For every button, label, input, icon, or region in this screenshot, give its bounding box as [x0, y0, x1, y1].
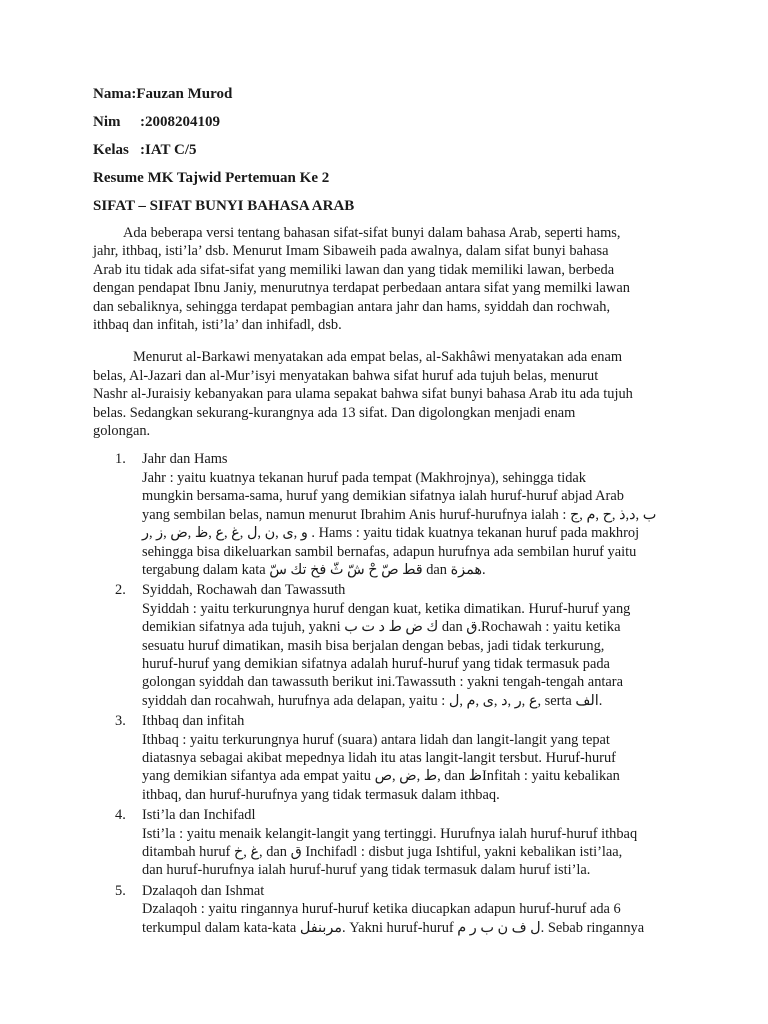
list-number: 2. — [115, 582, 126, 599]
document-page — [93, 84, 673, 939]
list-item-line: Dzalaqoh : yaitu ringannya huruf-huruf ketika diucapkan adapun huruf-huruf ada 6 — [142, 901, 621, 918]
paragraph-opinions — [93, 348, 673, 440]
list-item — [93, 712, 673, 804]
list-item — [93, 882, 673, 937]
list-number: 1. — [115, 451, 126, 468]
list-number: 4. — [115, 807, 126, 824]
list-item-line: golongan syiddah dan tawassuth berikut ini.Tawassuth : yakni tengah-tengah antara — [142, 674, 623, 691]
class-line — [93, 140, 673, 160]
list-item-line: ditambah huruf غ ,خ, dan ق Inchifadl : disbut juga Ishtiful, yakni kebalikan isti’laa, — [142, 844, 623, 860]
list-item — [93, 806, 673, 880]
list-item-line: و ,ى ,ن ,ل ,غ ,ع ,ظ ,ض ,ز ,ر . Hams : yaitu tidak kuatnya tekanan huruf pada makhroj — [142, 525, 640, 542]
resume-title: Resume MK Tajwid Pertemuan Ke 2 — [93, 170, 330, 186]
paragraph-line: dengan pendapat Ibnu Janiy, menurutnya terdapat perbedaan antara sifat yang memilki lawan — [93, 280, 630, 297]
class-value: IAT C/5 — [145, 142, 197, 158]
paragraph-line: Nashr al-Juraisiy kebanyakan para ulama sepakat bahwa sifat bunyi bahasa Arab itu ada tujuh — [93, 386, 633, 403]
list-item-line: Ithbaq : yaitu terkurungnya huruf (suara) antara lidah dan langit-langit yang tepat — [142, 731, 610, 748]
paragraph-line: dan sebaliknya, sehingga terdapat pembagian antara jahr dan hams, syiddah dan rochwah, — [93, 298, 611, 315]
list-number: 3. — [115, 713, 126, 730]
list-item — [93, 450, 673, 579]
list-item-title: Ithbaq dan infitah — [142, 713, 245, 730]
list-item-line: ithbaq, dan huruf-hurufnya yang tidak termasuk dalam ithbaq. — [142, 786, 500, 803]
nim-separator: : — [140, 114, 145, 130]
list-item-title: Syiddah, Rochawah dan Tawassuth — [142, 582, 346, 599]
list-item-title: Isti’la dan Inchifadl — [142, 807, 256, 824]
list-item — [93, 581, 673, 710]
list-item-line: syiddah dan rocahwah, hurufnya ada delapan, yaitu : ع ,ر ,د ,ى ,م ,ل, serta الف. — [142, 692, 603, 709]
list-item-title: Jahr dan Hams — [142, 451, 228, 468]
paragraph-line: golongan. — [93, 423, 151, 440]
list-item-title: Dzalaqoh dan Ishmat — [142, 882, 265, 899]
paragraph-line: Arab itu tidak ada sifat-sifat yang memiliki lawan dan yang tidak memiliki lawan, berbeda — [93, 261, 615, 278]
list-item-line: huruf-huruf yang demikian sifatnya adalah huruf-huruf yang tidak termasuk pada — [142, 655, 610, 672]
name-value: Fauzan Murod — [136, 86, 233, 102]
class-separator: : — [140, 142, 145, 158]
name-separator: : — [131, 86, 137, 102]
paragraph-line: Menurut al-Barkawi menyatakan ada empat belas, al-Sakhâwi menyatakan ada enam — [133, 349, 623, 366]
paragraph-line: ithbaq dan infitah, isti’la’ dan inhifadl, dsb. — [93, 317, 342, 334]
section-title: SIFAT – SIFAT BUNYI BAHASA ARAB — [93, 198, 355, 214]
list-item-line: demikian sifatnya ada tujuh, yakni ك ض ط د ت ب dan ق.Rochawah : yaitu ketika — [142, 619, 621, 636]
name-label: Nama — [93, 86, 132, 102]
list-item-line: dan huruf-hurufnya ialah huruf-huruf yang tidak termasuk dalam huruf isti’la. — [142, 862, 591, 879]
paragraph-line: jahr, ithbaq, isti’la’ dsb. Menurut Imam Sibaweih pada awalnya, dalam sifat bunyi bahasa — [93, 243, 609, 260]
nim-value: 2008204109 — [145, 114, 220, 130]
list-item-line: terkumpul dalam kata-kata مربنفل. Yakni huruf-huruf ل ف ن ب ر م. Sebab ringannya — [142, 919, 645, 936]
list-item-line: sesuatu huruf dimatikan, masih bisa berjalan dengan bebas, jadi tidak terkurung, — [142, 637, 605, 654]
nim-label: Nim — [93, 114, 121, 130]
list-item-line: mungkin bersama-sama, huruf yang demikian sifatnya ialah huruf-huruf abjad Arab — [142, 488, 624, 505]
list-item-line: tergabung dalam kata قط صّ حْ شّ ثّ فخ تك سّ dan همزة. — [142, 561, 486, 578]
list-number: 5. — [115, 882, 126, 899]
name-line — [93, 84, 673, 104]
list-item-line: diatasnya sebagai akibat mepednya lidah itu atas langit-langit tersbut. Huruf-huruf — [142, 749, 616, 766]
sifat-list — [93, 450, 673, 937]
nim-line — [93, 112, 673, 132]
paragraph-line: Ada beberapa versi tentang bahasan sifat-sifat bunyi dalam bahasa Arab, seperti hams, — [123, 225, 621, 241]
list-item-line: sehingga bisa dikeluarkan sambil bernafas, adapun hurufnya ada sembilan huruf yaitu — [142, 543, 637, 560]
paragraph-intro — [93, 224, 673, 334]
list-item-line: Syiddah : yaitu terkurungnya huruf dengan kuat, ketika dimatikan. Huruf-huruf yang — [142, 600, 631, 617]
class-label: Kelas — [93, 142, 129, 158]
list-item-line: yang demikian sifantya ada empat yaitu ط ,ض ,ص, dan ظInfitah : yaitu kebalikan — [142, 768, 620, 785]
paragraph-line: belas. Sedangkan sekurang-kurangnya ada 13 sifat. Dan digolongkan menjadi enam — [93, 404, 576, 421]
list-item-line: Jahr : yaitu kuatnya tekanan huruf pada tempat (Makhrojnya), sehingga tidak — [142, 469, 586, 486]
list-item-line: Isti’la : yaitu menaik kelangit-langit yang tertinggi. Hurufnya ialah huruf-huruf ithbaq — [142, 825, 638, 842]
list-item-line: yang sembilan belas, namun menurut Ibrahim Anis huruf-hurufnya ialah : ب ,د,ذ ,ح ,م ,ج — [142, 506, 657, 523]
paragraph-line: belas, Al-Jazari dan al-Mur’isyi menyatakan bahwa sifat huruf ada tujuh belas, menurut — [93, 367, 599, 384]
